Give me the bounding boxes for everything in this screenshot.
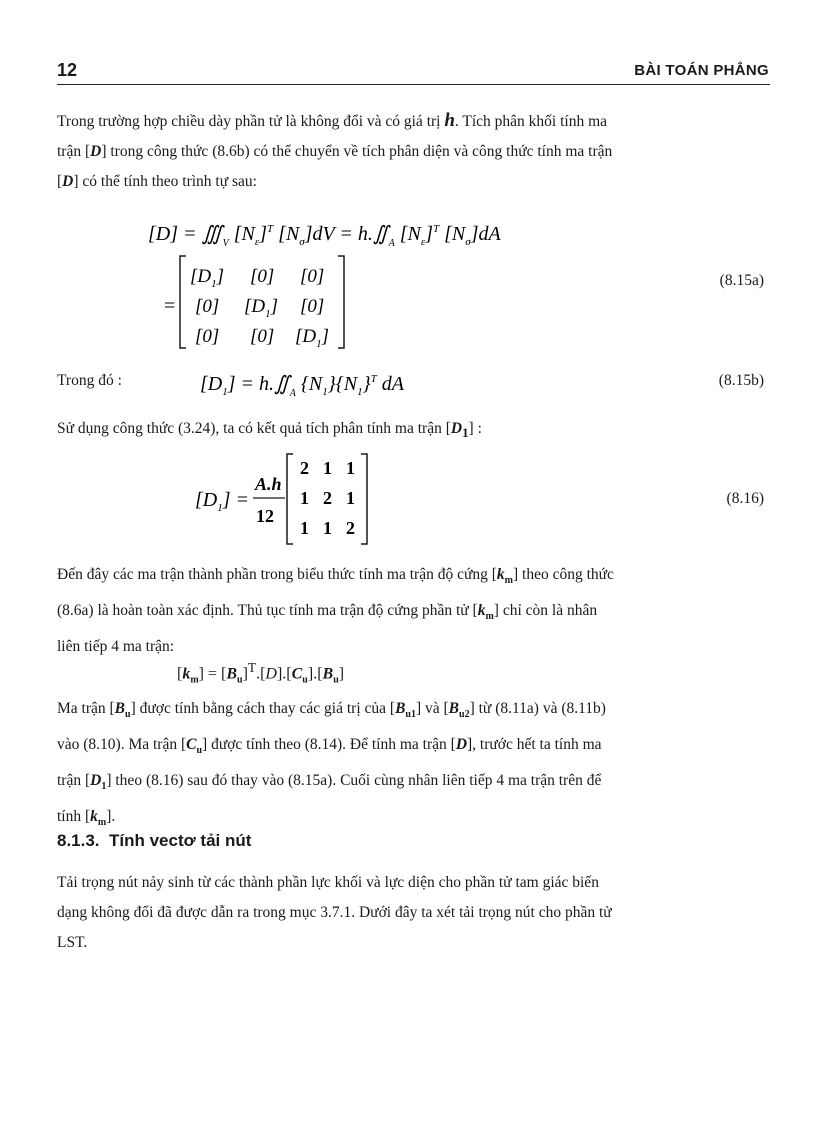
- svg-text:[D1]: $[D_1]$: [295, 326, 330, 350]
- svg-text:[D1]: $[D_1]$: [244, 296, 279, 320]
- svg-text:[0]: [0]: [250, 266, 275, 287]
- paragraph-stiffness: Đến đây các ma trận thành phần trong biểu thức tính ma trận độ cứng $[k_m]$ theo công thức (8.6a) là hoàn toàn xác định. Thủ tục tính ma trận độ cứng phần tử $[k_m]$ chỉ còn là nhân liên tiếp 4 ma trận:: [57, 566, 614, 656]
- page-number: 12: [57, 60, 78, 80]
- paragraph-intro-line-1: Trong trường hợp chiều dày phần tử là không đổi và có giá trị h. Tích phân khối tính ma: [57, 110, 608, 131]
- matrix-cell: 1: [323, 458, 332, 478]
- paragraph-nodal-load-line-3: LST.: [57, 934, 88, 951]
- matrix-cell: 2: [323, 488, 332, 508]
- svg-text:[0]: [0]: [300, 266, 325, 287]
- equation-number-8-15b: (8.15b): [718, 372, 764, 389]
- equation-number-8-15a: (8.15a): [719, 272, 764, 289]
- svg-text:[0]: [0]: [300, 296, 325, 317]
- svg-text:[D] = ∭V [Nε]T [Nσ]dV = h.∬A [: $[D] = ∭_V$ $[N_\varepsilon]^T$ $[N_\sigma]dV$ = $h.∬_A$ $[N_\varepsilon]^T$ $[N_\sigma]dA$: [148, 223, 501, 249]
- fraction-numerator: A.h: [255, 474, 282, 494]
- svg-text:[0]: [0]: [195, 296, 220, 317]
- equation-8-15a: [140, 212, 560, 352]
- chapter-title: BÀI TOÁN PHẲNG: [634, 62, 769, 79]
- matrix-cell: 1: [300, 518, 309, 538]
- matrix-cell: 1: [346, 458, 355, 478]
- fraction-denominator: 12: [256, 506, 274, 526]
- equation-number-8-16: (8.16): [726, 490, 764, 507]
- paragraph-procedure: Ma trận $[B_u]$ được tính bằng cách thay các giá trị của $[B_{u1}]$ và $[B_{u2}]$ từ (8.11a) và (8.11b) vào (8.10). Ma trận $[C_u]$ được tính theo (8.14). Để tính ma trận [D], trước hết ta tính ma trận $[D_1]$ theo (8.16) sau đó thay vào (8.15a). Cuối cùng nhân liên tiếp 4 ma trận trên để tính $[k_m]$.: [57, 700, 606, 829]
- equation-8-16: [195, 450, 395, 550]
- header-rule: [57, 84, 770, 85]
- svg-text:[D1] = h.∬A {N1}{N1}T dA: $[D_1]$ = $h.∬_A$ $\{N_1\}\{N_1\}^T$ dA: [200, 373, 404, 399]
- section-number: 8.1.3.: [57, 831, 100, 850]
- paragraph-nodal-load-line-2: dạng không đổi đã được dẫn ra trong mục 3.7.1. Dưới đây ta xét tải trọng nút cho phần tử: [57, 904, 612, 921]
- matrix-cell: 1: [323, 518, 332, 538]
- matrix-cell: 1: [346, 488, 355, 508]
- svg-text:[D1]: $[D_1]$: [190, 266, 225, 290]
- paragraph-nodal-load: [57, 868, 773, 958]
- equation-8-15b: [200, 362, 530, 402]
- equation-km: $[k_m] = [B_u]^T.[D].[C_u].[B_u]$: [177, 660, 345, 686]
- section-heading: [57, 831, 251, 851]
- paragraph-intro-line-2: trận [D] trong công thức (8.6b) có thể chuyển về tích phân diện và công thức tính ma trận: [57, 143, 613, 160]
- label-trong-do: Trong đó :: [57, 372, 122, 389]
- paragraph-intro-line-3: [D] có thể tính theo trình tự sau:: [57, 173, 257, 190]
- paragraph-intro: [57, 106, 773, 197]
- svg-text:[0]: [0]: [195, 326, 220, 347]
- matrix-cell: 1: [300, 488, 309, 508]
- section-title: Tính vectơ tải nút: [109, 831, 252, 850]
- matrix-cell: 2: [300, 458, 309, 478]
- svg-text:[D1] =: $[D_1]$ =: [195, 489, 250, 514]
- svg-text:[0]: [0]: [250, 326, 275, 347]
- paragraph-nodal-load-line-1: Tải trọng nút nảy sinh từ các thành phần lực khối và lực diện cho phần tử tam giác biến: [57, 874, 599, 891]
- svg-text:=: =: [164, 295, 176, 317]
- paragraph-d1-intro: Sử dụng công thức (3.24), ta có kết quả tích phân tính ma trận $[D_1]$ :: [57, 420, 482, 441]
- matrix-cell: 2: [346, 518, 355, 538]
